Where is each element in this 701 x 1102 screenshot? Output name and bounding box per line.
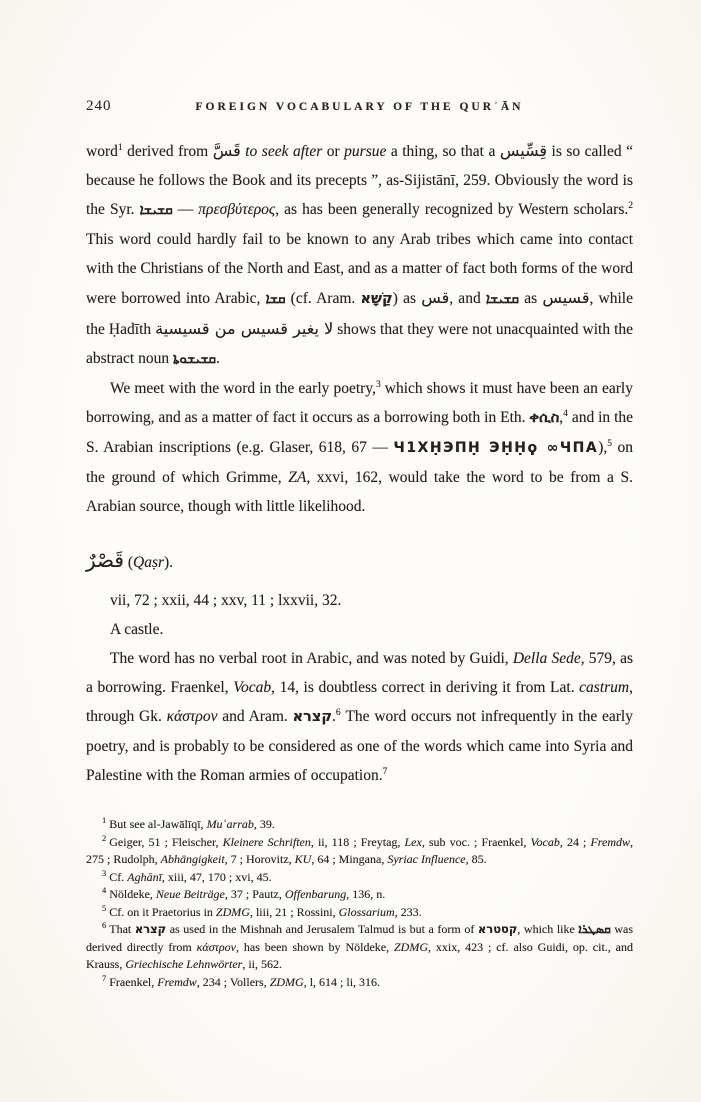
roman-text: , 233. (394, 904, 422, 919)
roman-text: shows that they were not unacquainted with the abstract noun (86, 321, 634, 367)
italic-text: Abhängigkeit (160, 852, 225, 866)
hebrew-text: קצרא (134, 922, 167, 936)
footnote-4 (86, 886, 633, 904)
roman-text: vii, 72 ; xxii, 44 ; xxv, 11 ; lxxvii, 32. (110, 592, 342, 609)
italic-text: Neue Beiträge (155, 887, 225, 901)
roman-text: , ii, 562. (242, 957, 282, 971)
arabic-text: قِسِّيس (499, 141, 548, 160)
roman-text: , 136, n. (346, 887, 386, 901)
running-title: FOREIGN VOCABULARY OF THE QURʾĀN (195, 101, 524, 113)
roman-text: , 24 ; (559, 834, 591, 849)
roman-text: , 579, as a borrowing. Fraenkel, (86, 650, 633, 696)
roman-text: . (332, 708, 336, 725)
greek-text: κάστρον (166, 708, 218, 725)
roman-text: , xxvi, 162, would take the word to be from a S. Arabian source, though with little likelihood. (86, 469, 633, 515)
roman-text: , as has been generally recognized by Western scholars. (275, 201, 629, 218)
italic-text: Fremdw (157, 974, 197, 989)
italic-text: Della Sede (512, 650, 581, 667)
footnote-5 (86, 904, 633, 922)
arabic-headword: قَصْرٌ (86, 548, 124, 572)
syriac-text: ܩܫܝܫܘܬܐ (172, 351, 216, 367)
italic-text: Offenbarung (284, 887, 347, 901)
roman-text: word (86, 143, 118, 160)
roman-text: , xxix, 423 ; cf. also Guidi, op. cit., and Krauss, (86, 939, 633, 971)
continuation-paragraph (86, 136, 633, 374)
syriac-text: ܩܣܛܪܐ (578, 922, 611, 936)
roman-text: a thing, so that a (386, 143, 500, 160)
roman-text: ) as (392, 290, 422, 307)
footnote-ref: 3 (375, 379, 381, 390)
italic-text: ZDMG (269, 974, 304, 989)
roman-text: ( (123, 554, 133, 571)
roman-text: ). (164, 554, 174, 571)
page-number: 240 (86, 98, 112, 114)
roman-text: , and (449, 290, 486, 307)
roman-text: We meet with the word in the early poetry, (110, 380, 376, 397)
italic-text: Vocab (233, 679, 272, 696)
italic-text: Glossarium (338, 904, 395, 919)
roman-text: (cf. Aram. (285, 290, 361, 307)
footnote-ref: 7 (382, 766, 388, 777)
arabic-text: قَسَّ (212, 141, 241, 160)
roman-text: , liii, 21 ; Rossini, (249, 904, 339, 919)
early-poetry-paragraph (86, 374, 633, 521)
roman-text: , 64 ; Mingana, (311, 852, 388, 866)
south-arabian-text: Ч1XḤЭПḤ ЭḤḤϙ ∞ЧПА (393, 440, 599, 456)
footnote-7 (86, 974, 633, 992)
roman-text: ), (598, 439, 608, 456)
footnote-marker: 7 (102, 972, 107, 983)
italic-text: Fremdw (590, 834, 630, 849)
roman-text: and Aram. (217, 708, 293, 725)
roman-text: That (109, 922, 135, 936)
roman-text: , 7 ; Horovitz, (224, 852, 295, 866)
roman-text: , (559, 409, 564, 426)
footnote-marker: 3 (102, 867, 107, 878)
syriac-text: ܩܫܝܫܐ (485, 291, 520, 307)
footnote-ref: 5 (607, 438, 612, 449)
footnote-marker: 6 (102, 920, 107, 930)
italic-text: Griechische Lehnwörter (125, 957, 243, 971)
footnote-2 (86, 834, 633, 869)
roman-text: , ii, 118 ; Freytag, (310, 834, 405, 849)
italic-text: Qaṣr (133, 554, 165, 571)
page-header (86, 98, 633, 122)
ethiopic-text: ቀሲስ (529, 410, 560, 426)
entry-heading-qasr (86, 543, 633, 580)
roman-text: , 14, is doubtless correct in deriving it from Lat. (271, 679, 580, 696)
syriac-text: ܩܫܝܫܐ (139, 202, 173, 218)
italic-text: Lex (404, 834, 422, 849)
footnote-1 (86, 816, 633, 834)
roman-text: , has been shown by Nöldeke, (236, 939, 394, 954)
roman-text: But see al-Jawālīqī, (109, 817, 207, 831)
footnote-marker: 4 (102, 885, 107, 895)
roman-text: , 85. (465, 852, 487, 866)
roman-text: as (519, 290, 543, 307)
hebrew-text: קַשָּׁא (360, 291, 393, 307)
roman-text: , 234 ; Vollers, (196, 974, 270, 989)
italic-text: pursue (344, 143, 387, 160)
roman-text: or (322, 143, 345, 160)
hebrew-text: קסטרא (477, 922, 518, 936)
roman-text: and in the S. Arabian inscriptions (e.g. Glaser, 618, 67 — (86, 409, 634, 456)
footnote-marker: 1 (102, 815, 107, 825)
footnote-3 (86, 869, 633, 887)
roman-text: , sub voc. ; Fraenkel, (421, 834, 531, 849)
roman-text: The word has no verbal root in Arabic, and was noted by Guidi, (110, 650, 513, 667)
italic-text: to seek after (245, 143, 323, 160)
roman-text: Fraenkel, (109, 974, 158, 989)
body-text (86, 136, 633, 790)
syriac-text: ܩܫܐ (265, 291, 286, 307)
roman-text: on the ground of which Grimme, (86, 439, 634, 486)
roman-text: as used in the Mishnah and Jerusalem Talmud is but a form of (166, 922, 478, 936)
roman-text: A castle. (110, 621, 164, 638)
arabic-text: قس (421, 288, 450, 307)
roman-text: , through Gk. (86, 679, 633, 725)
italic-text: Syriac Influence (387, 852, 466, 866)
hebrew-text: קצרא (292, 709, 333, 725)
roman-text: , 39. (253, 817, 275, 831)
roman-text: , 275 ; Rudolph, (86, 834, 633, 866)
italic-text: Vocab (530, 834, 560, 849)
roman-text: which shows it must have been an early borrowing, and as a matter of fact it occurs as a borrowing both in Eth. (86, 380, 633, 426)
italic-text: ZDMG (215, 904, 250, 919)
roman-text: is so called “ because he follows the Book and its precepts ”, as-Sijistānī, 259. Obviously the word is the Syr. (86, 143, 633, 218)
footnotes (86, 816, 633, 991)
greek-text: πρεσβύτερος (198, 201, 276, 218)
italic-text: Aghānī (127, 869, 162, 884)
roman-text: — (172, 201, 199, 218)
roman-text: , 37 ; Pautz, (224, 887, 285, 901)
footnote-marker: 5 (102, 902, 107, 913)
roman-text: . (216, 350, 220, 367)
roman-text: , while the Ḥadīth (86, 290, 633, 338)
etymology-paragraph (86, 644, 633, 790)
arabic-text: لا يغير قسيس من قسيسية (155, 319, 334, 338)
roman-text: The word occurs not infrequently in the early poetry, and is probably to be considered as one of the words which came into Syria and Palestine with the Roman armies of occupation. (86, 708, 633, 784)
footnote-marker: 2 (102, 832, 107, 843)
gloss-line (86, 615, 633, 644)
italic-text: Kleinere Schriften (222, 834, 311, 849)
roman-text: Nöldeke, (109, 887, 156, 901)
italic-text: castrum (579, 679, 630, 696)
footnote-ref: 6 (335, 707, 341, 718)
quran-references (86, 586, 633, 615)
italic-text: Muʿarrab (206, 817, 254, 831)
italic-text: KU (294, 852, 312, 866)
roman-text: This word could hardly fail to be known to any Arab tribes which came into contact with the Christians of the North and East, and as a matter of fact both forms of the word were borrowed into Arabic, (86, 231, 633, 307)
italic-text: ZDMG (393, 939, 428, 954)
footnote-ref: 2 (628, 200, 633, 211)
arabic-text: قسيس (542, 288, 590, 307)
roman-text: Geiger, 51 ; Fleischer, (109, 834, 223, 849)
roman-text: Cf. on it Praetorius in (109, 904, 216, 919)
roman-text: Cf. (109, 869, 128, 884)
roman-text: was derived directly from (86, 922, 633, 954)
roman-text: , l, 614 ; li, 316. (303, 974, 381, 989)
page-content (86, 98, 633, 991)
italic-text: ZA (288, 469, 307, 486)
roman-text: , which like (517, 922, 579, 936)
footnote-6 (86, 921, 633, 974)
footnote-ref: 1 (117, 142, 123, 153)
greek-text: κάστρον (196, 939, 236, 954)
roman-text: derived from (122, 143, 213, 160)
roman-text: , xiii, 47, 170 ; xvi, 45. (161, 869, 272, 884)
footnote-ref: 4 (563, 408, 568, 419)
